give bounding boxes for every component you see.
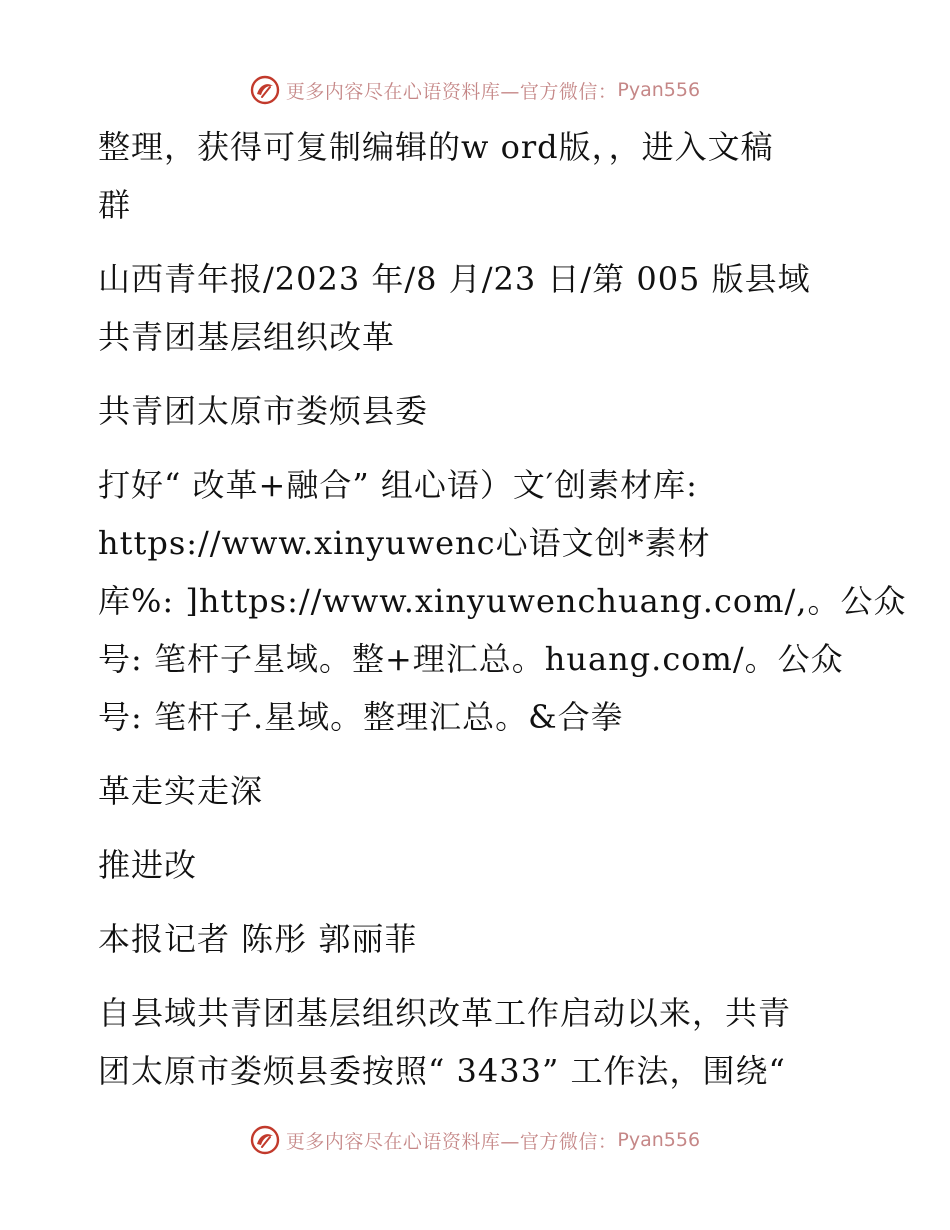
- text-line: 群: [98, 186, 132, 224]
- text-line: 库%: ]https://www.xinyuwenchuang.com/,。公众: [98, 582, 907, 620]
- byline: 本报记者 陈彤 郭丽菲: [98, 920, 418, 958]
- text-line: https://www.xinyuwenc心语文创*素材: [98, 524, 711, 562]
- document-body: [98, 118, 907, 1100]
- text-line: 自县域共青团基层组织改革工作启动以来，共青: [98, 994, 792, 1032]
- text-line: 山西青年报/2023 年/8 月/23 日/第 005 版县域: [98, 260, 811, 298]
- header-watermark-banner: [0, 70, 950, 110]
- banner-text: 更多内容尽在心语资料库—官方微信：: [285, 80, 618, 103]
- footer-watermark-banner: [0, 1120, 950, 1160]
- text-line: 团太原市娄烦县委按照“ 3433” 工作法，围绕“: [98, 1052, 786, 1090]
- logo-icon: [250, 75, 280, 105]
- text-line: 打好“ 改革+融合” 组心语）文′创素材库:: [98, 466, 698, 504]
- logo-icon: [250, 1125, 280, 1155]
- banner-text: 更多内容尽在心语资料库—官方微信：: [285, 1130, 618, 1153]
- text-line: 共青团太原市娄烦县委: [98, 392, 429, 430]
- text-line: 号: 笔杆子.星域。整理汇总。&合拳: [98, 698, 624, 736]
- wechat-id: Pyan556: [617, 1129, 701, 1151]
- text-line: 整理，获得可复制编辑的w ord版，，进入文稿: [98, 128, 774, 166]
- text-line: 号: 笔杆子星域。整+理汇总。huang.com/。公众: [98, 640, 844, 678]
- text-line: 革走实走深: [98, 772, 264, 810]
- text-line: 推进改: [98, 846, 198, 884]
- text-line: 共青团基层组织改革: [98, 318, 396, 356]
- wechat-id: Pyan556: [617, 79, 701, 101]
